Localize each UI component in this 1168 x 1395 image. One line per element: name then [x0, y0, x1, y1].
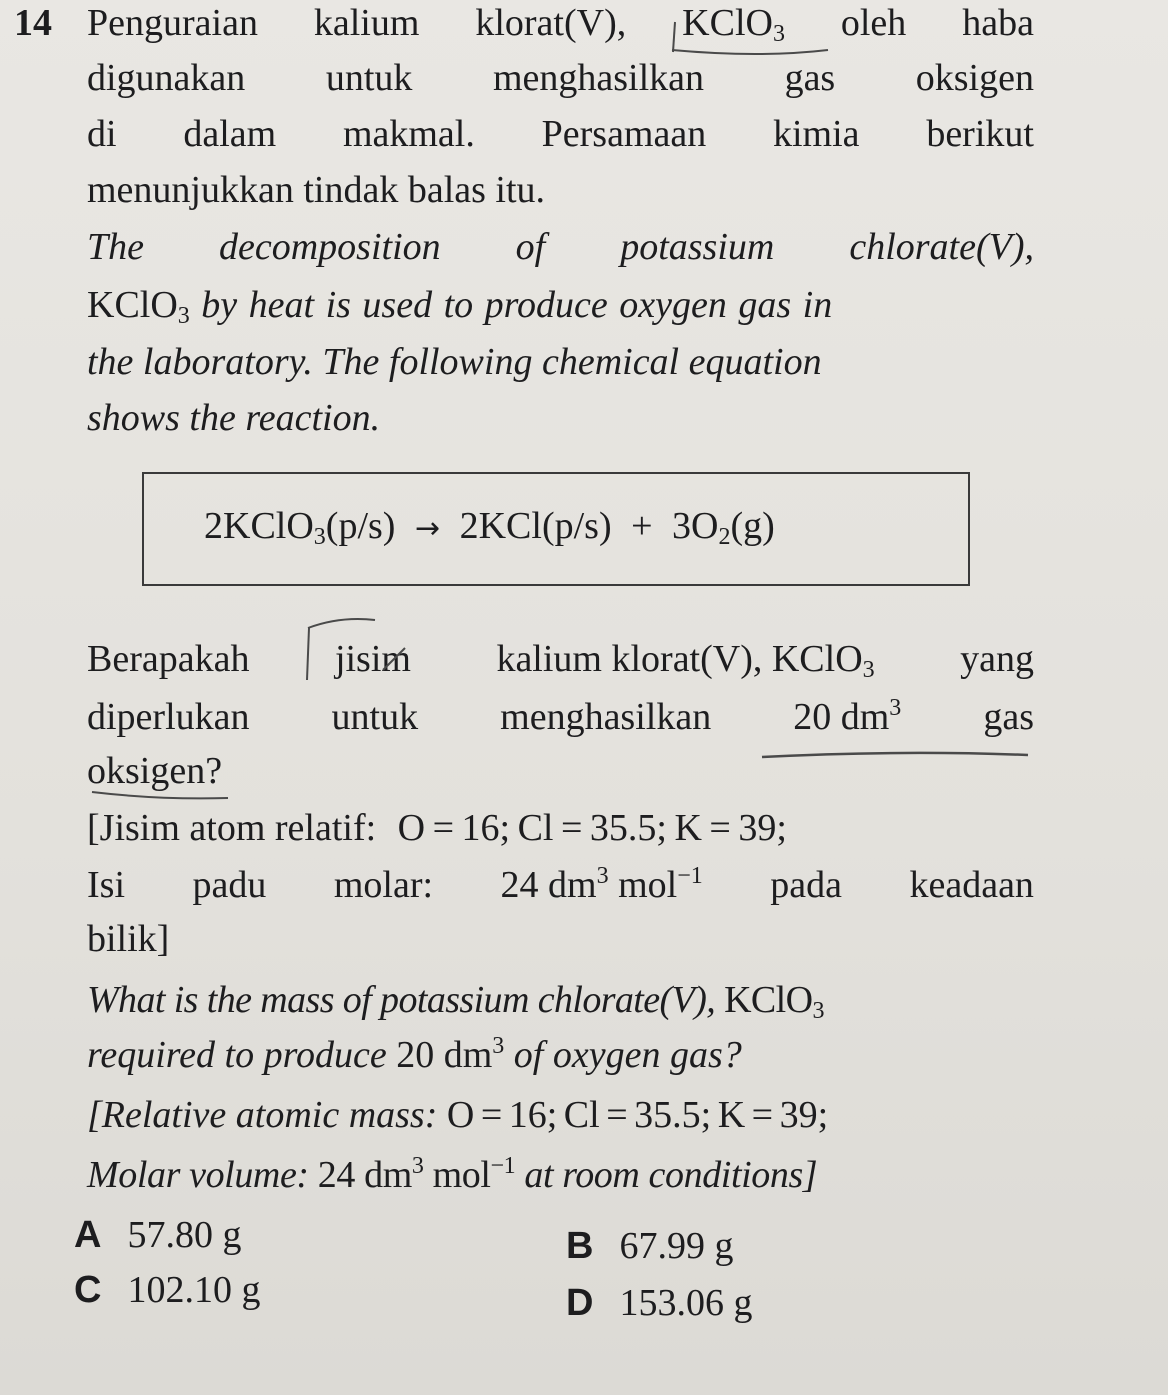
phrase: What is the mass of potassium chlorate(V), [87, 979, 716, 1021]
word: klorat(V), [475, 2, 627, 44]
intro-malay-line-1 [87, 0, 1034, 46]
intro-malay-line-2 [87, 55, 1034, 101]
word: molar: [333, 864, 434, 906]
word: gas [983, 696, 1034, 738]
ask-malay-line-6 [87, 916, 1034, 962]
word: kalium [313, 2, 420, 44]
ask-english-line-4 [87, 1152, 1034, 1198]
word: of [515, 226, 546, 268]
ask-english-line-2 [87, 1032, 1034, 1078]
phrase: kalium klorat(V), KClO$_3$ [496, 638, 875, 683]
option-c[interactable] [74, 1268, 260, 1312]
intro-malay-line-4 [87, 167, 1034, 213]
word: oksigen [915, 57, 1034, 99]
equation-box [142, 472, 970, 586]
option-d[interactable] [566, 1281, 752, 1325]
reactant-state: (p/s) [325, 505, 396, 547]
word-jisim: jisim [334, 638, 411, 680]
ask-malay-line-2 [87, 694, 1034, 740]
reactant: 2KClO [204, 505, 314, 547]
atomic-masses: O = 16; Cl = 35.5; K = 39; [397, 807, 787, 849]
ask-english-line-1 [87, 977, 1034, 1023]
option-value: 153.06 g [619, 1282, 753, 1324]
formula-kclo3: KClO$_3$ [682, 2, 785, 47]
sentence: menunjukkan tindak balas itu. [87, 169, 546, 211]
option-letter: A [74, 1214, 102, 1256]
intro-english-line-3 [87, 339, 1034, 385]
word: untuk [331, 696, 419, 738]
molar-volume: 24 $dm^3$ mol$^{-1}$ [500, 863, 703, 906]
word: potassium [620, 226, 775, 268]
word: decomposition [219, 226, 441, 268]
sentence: the laboratory. The following chemical equation [87, 341, 822, 383]
sentence: shows the reaction. [87, 397, 381, 439]
word: gas [784, 57, 836, 99]
chemical-equation [204, 504, 775, 548]
phrase: Molar volume: [87, 1154, 309, 1196]
word: Isi [87, 864, 125, 906]
word: dalam [183, 113, 277, 155]
word: makmal. [342, 113, 475, 155]
word: di [87, 113, 117, 155]
option-value: 102.10 g [127, 1269, 261, 1311]
word: kimia [773, 113, 860, 155]
phrase: [Relative atomic mass: [87, 1094, 438, 1136]
option-b[interactable] [566, 1224, 733, 1268]
phrase: [Jisim atom relatif: [87, 807, 377, 849]
ask-malay-line-4 [87, 805, 1034, 851]
plus-sign: + [631, 505, 653, 547]
molar-volume: 24 $dm^3$ mol$^{-1}$ [317, 1153, 516, 1196]
word: Berapakah [87, 638, 250, 680]
word: diperlukan [87, 696, 250, 738]
intro-english-line-4 [87, 395, 1034, 441]
option-letter: B [566, 1225, 594, 1267]
reactant-subscript: 3 [313, 524, 326, 550]
ask-malay-line-1 [87, 636, 1034, 682]
formula-kclo3: KClO$_3$ [724, 979, 824, 1024]
atomic-masses: O = 16; Cl = 35.5; K = 39; [446, 1094, 829, 1136]
word: haba [962, 2, 1034, 44]
volume-value: 20 $dm^3$ [396, 1033, 505, 1076]
product-1: 2KCl(p/s) [459, 505, 612, 547]
intro-malay-line-3 [87, 111, 1034, 157]
product-2-state: (g) [730, 505, 775, 547]
word: chlorate(V), [849, 226, 1034, 268]
word: Penguraian [87, 2, 258, 44]
word: Persamaan [541, 113, 707, 155]
word: pada [770, 864, 842, 906]
word: oksigen? [87, 750, 223, 792]
volume-value: 20 $dm^3$ [793, 695, 902, 738]
product-2: 3O [672, 505, 719, 547]
word: yang [960, 638, 1034, 680]
word: digunakan [87, 57, 246, 99]
product-2-subscript: 2 [718, 524, 731, 550]
option-value: 57.80 g [127, 1214, 242, 1256]
ask-malay-line-3 [87, 748, 1034, 794]
question-number: 14 [14, 2, 52, 44]
intro-english-line-2: KClO$_3$ by heat is used to produce oxygen gas in [87, 284, 833, 329]
ask-english-line-3 [87, 1092, 1034, 1138]
option-letter: C [74, 1269, 102, 1311]
phrase: required to produce [87, 1034, 387, 1076]
sentence: by heat is used to produce oxygen gas in [189, 284, 833, 326]
phrase: at room conditions] [524, 1154, 818, 1196]
option-value: 67.99 g [619, 1225, 734, 1267]
intro-english-line-1 [87, 224, 1034, 270]
arrow-icon: → [414, 511, 441, 546]
word: oleh [840, 2, 907, 44]
option-a[interactable] [74, 1213, 241, 1257]
phrase: of oxygen gas? [513, 1034, 742, 1076]
word: menghasilkan [500, 696, 712, 738]
word: bilik] [87, 918, 170, 960]
word: The [87, 226, 144, 268]
option-letter: D [566, 1282, 594, 1324]
word: berikut [926, 113, 1034, 155]
word: menghasilkan [492, 57, 705, 99]
ask-malay-line-5 [87, 862, 1034, 908]
word: padu [192, 864, 267, 906]
word: untuk [325, 57, 413, 99]
word: keadaan [909, 864, 1034, 906]
